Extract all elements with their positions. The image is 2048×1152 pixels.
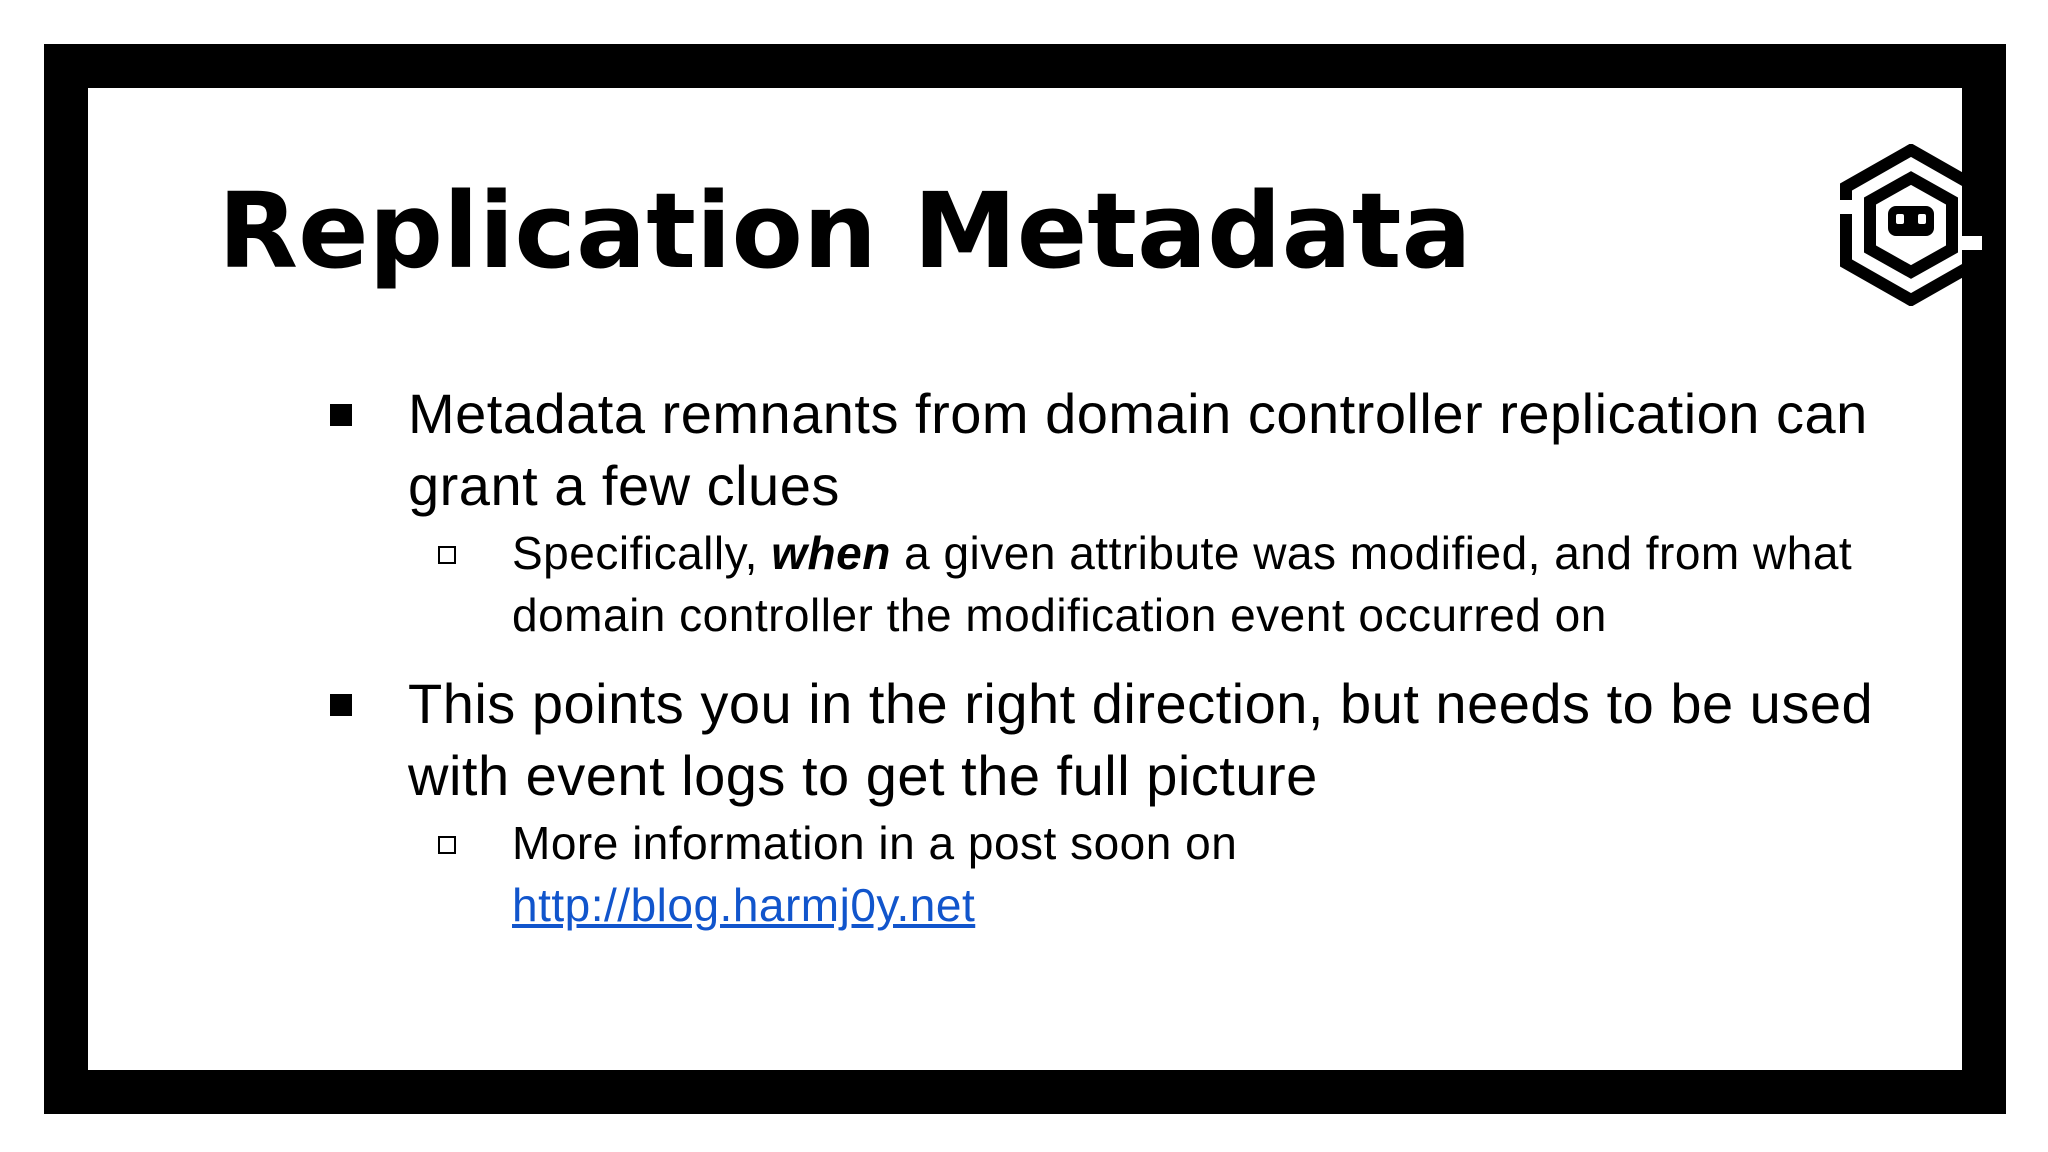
bullet-list — [218, 378, 1918, 936]
sub-bullet-item — [218, 522, 1918, 646]
sub-bullet-suffix: a given attribute was modified, and from what domain controller the modification event occurred on — [512, 527, 1853, 641]
bullet-item — [218, 668, 1918, 812]
filled-square-bullet-icon — [330, 694, 352, 716]
bullet-text: Metadata remnants from domain controller replication can grant a few clues — [408, 382, 1868, 517]
hexagon-robot-logo-icon — [1830, 144, 1992, 306]
slide — [88, 88, 1962, 1070]
sub-bullet-emphasis: when — [771, 527, 891, 579]
blog-link[interactable]: http://blog.harmj0y.net — [512, 879, 976, 931]
hollow-square-bullet-icon — [438, 546, 456, 564]
sub-bullet-item — [218, 812, 1918, 936]
sub-bullet-prefix: Specifically, — [512, 527, 772, 579]
slide-frame — [44, 44, 2006, 1114]
bullet-text: This points you in the right direction, but needs to be used with event logs to get the full picture — [408, 672, 1874, 807]
filled-square-bullet-icon — [330, 404, 352, 426]
slide-title: Replication Metadata — [218, 170, 1472, 292]
sub-bullet-prefix: More information in a post soon on — [512, 817, 1238, 869]
bullet-item — [218, 378, 1918, 522]
hollow-square-bullet-icon — [438, 836, 456, 854]
